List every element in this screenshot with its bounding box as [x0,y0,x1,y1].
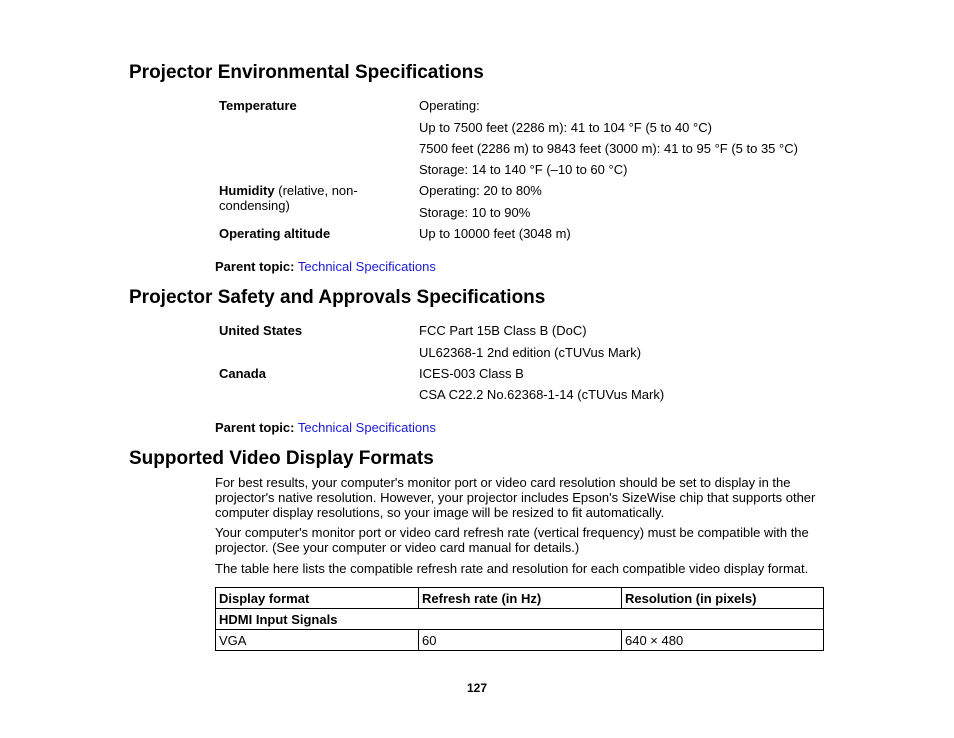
table-header-cell: Resolution (in pixels) [622,588,824,609]
temperature-value: Storage: 14 to 140 °F (–10 to 60 °C) [419,162,628,177]
video-paragraph: Your computer's monitor port or video card refresh rate (vertical frequency) must be compatible with the projector. (See your computer or video card manual for details.) [215,525,809,555]
formats-table [215,587,824,651]
table-header-cell: Display format [216,588,419,609]
parent-topic: Parent topic: Technical Specifications [215,420,436,435]
parent-topic-link[interactable]: Technical Specifications [297,259,436,274]
canada-value: CSA C22.2 No.62368-1-14 (cTUVus Mark) [419,387,665,402]
table-section-row [216,609,824,630]
parent-topic: Parent topic: Technical Specifications [215,259,436,274]
video-paragraph: For best results, your computer's monitor port or video card resolution should be set to display in the projector's native resolution. However, your projector includes Epson's SizeWise chip that supports other computer display resolutions, so your image will be resized to fit automatically. [215,475,816,520]
env-heading: Projector Environmental Specifications [129,62,484,83]
temperature-value: Operating: [419,98,480,113]
table-cell: 60 [419,630,622,651]
humidity-value: Storage: 10 to 90% [419,205,531,220]
table-section-cell: HDMI Input Signals [216,609,824,630]
table-header-row [216,588,824,609]
video-paragraph: The table here lists the compatible refresh rate and resolution for each compatible video display format. [215,561,809,576]
us-value: FCC Part 15B Class B (DoC) [419,323,587,338]
temperature-label: Temperature [219,98,297,113]
altitude-label: Operating altitude [219,226,331,241]
table-header-cell: Refresh rate (in Hz) [419,588,622,609]
canada-label: Canada [219,366,266,381]
us-value: UL62368-1 2nd edition (cTUVus Mark) [419,345,642,360]
humidity-value: Operating: 20 to 80% [419,183,542,198]
humidity-label: Humidity (relative, non-condensing) [219,183,358,213]
canada-value: ICES-003 Class B [419,366,524,381]
table-row [216,630,824,651]
altitude-value: Up to 10000 feet (3048 m) [419,226,571,241]
us-label: United States [219,323,303,338]
temperature-value: 7500 feet (2286 m) to 9843 feet (3000 m): 41 to 95 °F (5 to 35 °C) [419,141,798,156]
temperature-value: Up to 7500 feet (2286 m): 41 to 104 °F (5 to 40 °C) [419,120,712,135]
table-cell: VGA [216,630,419,651]
video-heading: Supported Video Display Formats [129,448,434,469]
safety-heading: Projector Safety and Approvals Specifications [129,287,546,308]
table-cell: 640 × 480 [622,630,824,651]
parent-topic-link[interactable]: Technical Specifications [297,420,436,435]
page-number: 127 [466,681,488,695]
